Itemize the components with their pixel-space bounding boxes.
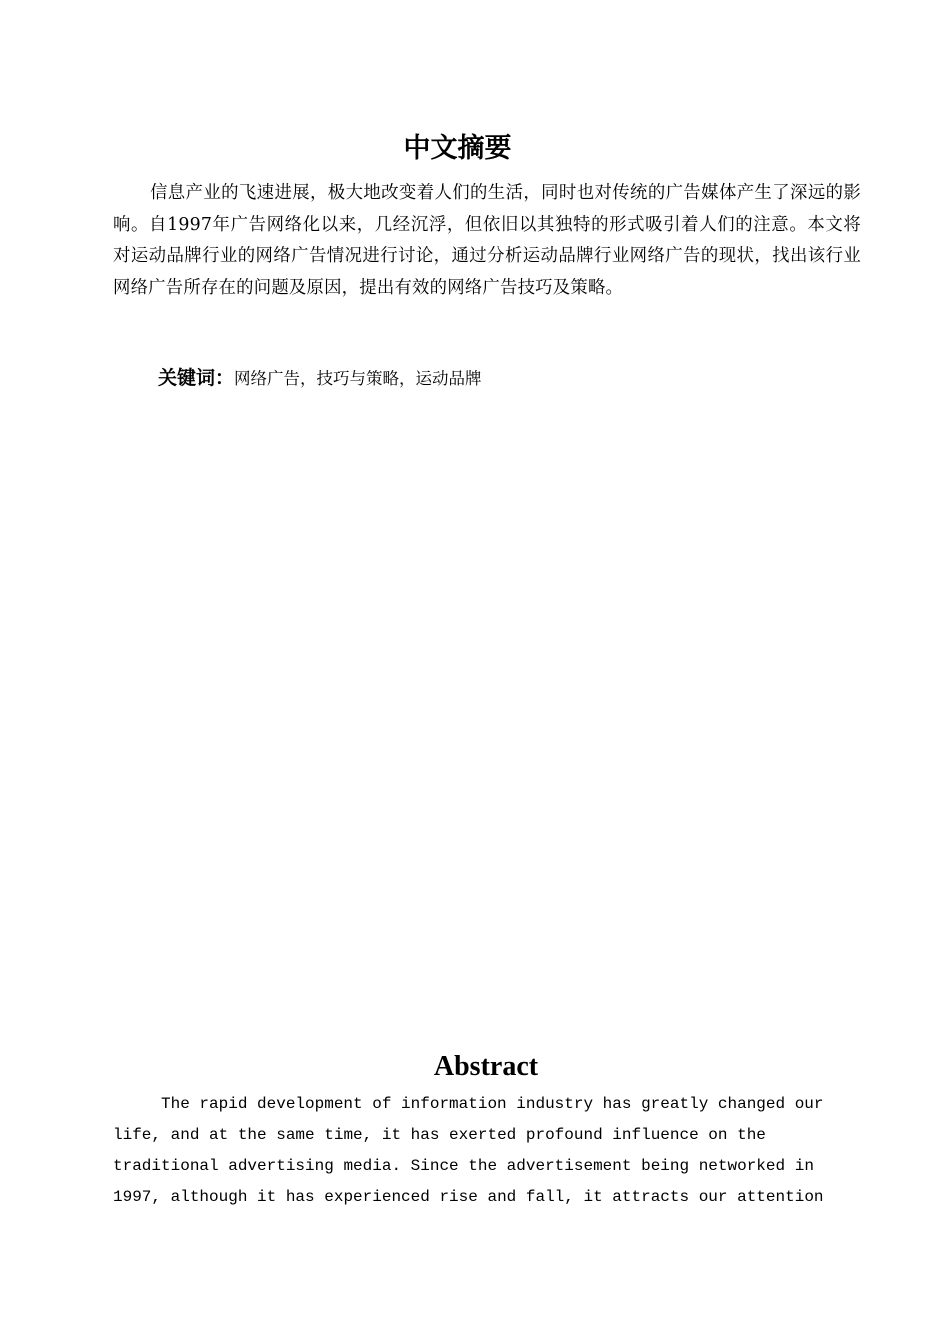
english-abstract-body: The rapid development of information industry has greatly changed our life, and at the same time, it has exerted profound influence on the traditional advertising media. Since the advertisement being networked in 1997, although it has experienced rise and fall, it attracts our attention <box>113 1095 824 1206</box>
chinese-abstract-body: 信息产业的飞速进展，极大地改变着人们的生活，同时也对传统的广告媒体产生了深远的影响。自1997年广告网络化以来，几经沉浮，但依旧以其独特的形式吸引着人们的注意。本文将对运动品牌行业的网络广告情况进行讨论，通过分析运动品牌行业网络广告的现状，找出该行业网络广告所存在的问题及原因，提出有效的网络广告技巧及策略。 <box>113 183 861 298</box>
english-abstract-title: Abstract <box>433 1051 539 1082</box>
chinese-keywords-line <box>158 363 482 394</box>
chinese-abstract-title: 中文摘要 <box>403 133 512 164</box>
keywords-label: 关键词： <box>158 367 235 389</box>
keywords-value: 网络广告，技巧与策略，运动品牌 <box>234 369 482 388</box>
